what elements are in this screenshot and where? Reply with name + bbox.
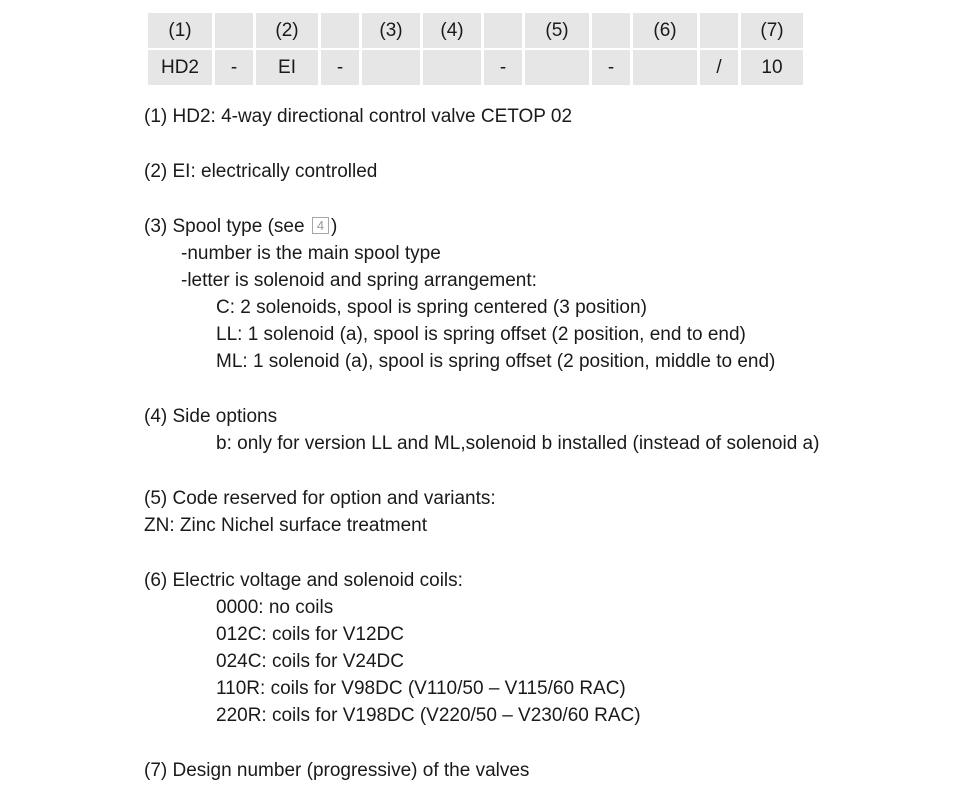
code-value-cell: - xyxy=(321,50,359,85)
code-value-cell xyxy=(423,50,481,85)
code-header-cell xyxy=(484,13,522,48)
section-3-line: C: 2 solenoids, spool is spring centered (3 position) xyxy=(216,297,647,318)
code-value-cell xyxy=(633,50,697,85)
code-value-cell xyxy=(362,50,420,85)
section-5-title: (5) Code reserved for option and variants: xyxy=(144,488,496,509)
code-header-cell: (1) xyxy=(148,13,212,48)
section-2-text: (2) EI: electrically controlled xyxy=(144,161,378,182)
section-6-line: 220R: coils for V198DC (V220/50 – V230/60 RAC) xyxy=(216,705,641,726)
section-3-title-close: ) xyxy=(331,216,338,237)
section-6-line: 012C: coils for V12DC xyxy=(216,624,404,645)
code-header-cell xyxy=(592,13,630,48)
code-header-cell: (5) xyxy=(525,13,589,48)
ordering-code-table xyxy=(145,11,806,87)
section-3-title xyxy=(144,216,337,238)
code-header-cell: (3) xyxy=(362,13,420,48)
section-6-line: 024C: coils for V24DC xyxy=(216,651,404,672)
code-value-cell: / xyxy=(700,50,738,85)
code-header-cell xyxy=(215,13,253,48)
code-value-cell: - xyxy=(484,50,522,85)
code-value-cell: - xyxy=(592,50,630,85)
code-value-row xyxy=(148,50,803,85)
section-1-text: (1) HD2: 4-way directional control valve CETOP 02 xyxy=(144,106,573,127)
code-header-cell: (2) xyxy=(256,13,318,48)
section-6-title: (6) Electric voltage and solenoid coils: xyxy=(144,570,463,591)
code-header-cell: (4) xyxy=(423,13,481,48)
section-3-title-text: (3) Spool type (see xyxy=(144,216,305,237)
section-3-line: LL: 1 solenoid (a), spool is spring offset (2 position, end to end) xyxy=(216,324,746,345)
section-6-line: 110R: coils for V98DC (V110/50 – V115/60 RAC) xyxy=(216,678,626,699)
code-value-cell: EI xyxy=(256,50,318,85)
section-5-line: ZN: Zinc Nichel surface treatment xyxy=(144,515,427,536)
section-3-line: ML: 1 solenoid (a), spool is spring offset (2 position, middle to end) xyxy=(216,351,776,372)
code-value-cell xyxy=(525,50,589,85)
section-4-title: (4) Side options xyxy=(144,406,278,427)
code-header-row xyxy=(148,13,803,48)
code-value-cell: - xyxy=(215,50,253,85)
section-3-line: -number is the main spool type xyxy=(181,243,441,264)
section-4-line: b: only for version LL and ML,solenoid b installed (instead of solenoid a) xyxy=(216,433,820,454)
section-3-line: -letter is solenoid and spring arrangement: xyxy=(181,270,537,291)
code-header-cell xyxy=(700,13,738,48)
section-reference-link[interactable]: 4 xyxy=(312,217,329,234)
code-value-cell: HD2 xyxy=(148,50,212,85)
code-value-cell: 10 xyxy=(741,50,803,85)
section-7-text: (7) Design number (progressive) of the valves xyxy=(144,760,530,781)
code-header-cell xyxy=(321,13,359,48)
code-header-cell: (6) xyxy=(633,13,697,48)
section-6-line: 0000: no coils xyxy=(216,597,334,618)
code-header-cell: (7) xyxy=(741,13,803,48)
